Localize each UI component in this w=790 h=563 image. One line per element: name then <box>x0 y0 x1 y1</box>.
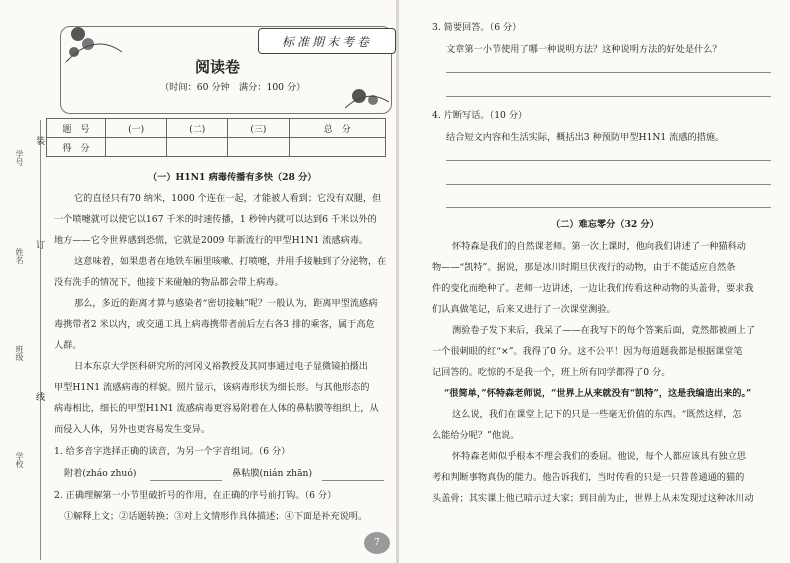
section-heading: （二）难忘零分（32 分） <box>551 219 659 230</box>
answer-blank[interactable] <box>150 480 222 481</box>
table-cell: (三) <box>228 119 289 138</box>
passage-line: “很简单，”怀特森老师说，“世界上从来就没有“凯特”，这是我编造出来的。” <box>444 388 752 399</box>
question-1: 1. 给多音字选择正确的读音，为另一个字音组词。（6 分） <box>54 446 291 457</box>
passage-line: 么能给分呢？”他说。 <box>432 430 520 441</box>
section-heading: （一）H1N1 病毒传播有多快（28 分） <box>148 172 317 183</box>
binding-line <box>40 120 41 560</box>
student-name-label: 姓名 <box>15 248 24 264</box>
answer-line[interactable] <box>446 72 771 73</box>
passage-line: 人群。 <box>54 340 82 351</box>
table-row <box>47 138 386 157</box>
table-cell[interactable] <box>106 138 167 157</box>
table-row <box>47 119 386 138</box>
binding-mark: 线 <box>36 392 46 403</box>
question-1-item-a: 附着(zháo zhuó) <box>64 468 137 479</box>
class-label: 班级 <box>15 345 24 361</box>
passage-line: 地方——它令世界感到恐慌，它就是2009 年新流行的甲型H1N1 流感病毒。 <box>54 235 369 246</box>
question-3-text: 文章第一小节使用了哪一种说明方法？这种说明方法的好处是什么？ <box>446 44 722 55</box>
passage-line: 毒携带者2 米以内，或交通工具上病毒携带者前后左右各3 排的乘客，属于高危 <box>54 319 375 330</box>
score-table <box>46 118 386 157</box>
answer-line[interactable] <box>446 96 771 97</box>
passage-line: 们认真做笔记，后来又进行了一次课堂测验。 <box>432 304 616 315</box>
passage-line: 物——“凯特”。据说，那是冰川时期旦伏夜行的动物，由于不能适应自然条 <box>432 262 736 273</box>
passage-line: 而侵入人体，另外也更容易发生变异。 <box>54 424 211 435</box>
question-4-text: 结合短文内容和生活实际，概括出3 种预防甲型H1N1 流感的措施。 <box>446 132 725 143</box>
question-1-item-b: 鼻粘膜(nián zhān) <box>232 468 313 479</box>
passage-line: 记回答的。吃惊的不是我一个，班上所有同学都得了0 分。 <box>432 367 671 378</box>
page-number: 7 <box>364 532 390 554</box>
student-id-label: 学号 <box>15 150 24 166</box>
passage-line: 没有洗手的情况下，他接下来碰触的物品都会带上病毒。 <box>54 277 284 288</box>
table-cell: (一) <box>106 119 167 138</box>
passage-line: 甲型H1N1 流感病毒的样貌。照片显示，该病毒形状为细长形。与其他形态的 <box>54 382 370 393</box>
table-cell: 总 分 <box>289 119 385 138</box>
table-cell[interactable] <box>289 138 385 157</box>
binding-mark: 订 <box>36 240 46 251</box>
table-cell: (二) <box>167 119 228 138</box>
question-2: 2. 正确理解第一小节里破折号的作用，在正确的序号前打钩。（6 分） <box>54 490 337 501</box>
question-4: 4. 片断写话。（10 分） <box>432 110 528 121</box>
flower-decoration-icon <box>64 22 124 68</box>
flower-decoration-icon <box>345 82 389 112</box>
passage-line: 那么，多近的距离才算与感染者“密切接触”呢？一般认为，距离甲型流感病 <box>74 298 378 309</box>
table-cell[interactable] <box>228 138 289 157</box>
table-cell[interactable] <box>167 138 228 157</box>
passage-line: 日本东京大学医科研究所的河冈义裕教授及其同事通过电子显微镜拍摄出 <box>74 361 368 372</box>
passage-line: 它的直径只有70 纳米，1000 个连在一起，才能被人看到；它没有双腿，但 <box>74 193 382 204</box>
page-title: 阅读卷 <box>195 58 241 76</box>
exam-banner: 标准期末考卷 <box>258 28 396 54</box>
passage-line: 一个喷嚏就可以使它以167 千米的时速传播，1 秒钟内就可以达到6 千米以外的 <box>54 214 377 225</box>
answer-line[interactable] <box>446 184 771 185</box>
table-cell: 题 号 <box>47 119 106 138</box>
answer-line[interactable] <box>446 160 771 161</box>
passage-line: 测验卷子发下来后，我呆了——在我写下的每个答案后面，竟然都被画上了 <box>452 325 756 336</box>
passage-line: 这么说，我们在课堂上记下的只是一些毫无价值的东西。“既然这样，怎 <box>452 409 742 420</box>
passage-line: 怀特森是我们的自然课老师。第一次上课时，他向我们讲述了一种猫科动 <box>452 241 746 252</box>
table-cell: 得 分 <box>47 138 106 157</box>
passage-line: 考和判断事物真伪的能力。他告诉我们，当时传看的只是一只普普通通的猫的 <box>432 472 745 483</box>
question-3: 3. 简要回答。（6 分） <box>432 22 522 33</box>
exam-time-info: （时间：60 分钟 满分：100 分） <box>160 82 306 93</box>
answer-blank[interactable] <box>322 480 384 481</box>
answer-line[interactable] <box>446 207 771 208</box>
passage-line: 病毒相比，细长的甲型H1N1 流感病毒更容易附着在人体的鼻粘膜等组织上，从 <box>54 403 379 414</box>
passage-line: 件的变化而绝种了。老师一边讲述，一边让我们传看这种动物的头盖骨，要求我 <box>432 283 754 294</box>
passage-line: 这意味着，如果患者在地铁车厢里咳嗽、打喷嚏，并用手接触到了分泌物，在 <box>74 256 387 267</box>
school-label: 学校 <box>15 452 24 468</box>
passage-line: 一个很刺眼的红“×”。我得了0 分。这不公平！因为每道题我都是根据课堂笔 <box>432 346 743 357</box>
binding-mark: 装 <box>36 136 46 147</box>
right-page <box>399 0 790 563</box>
passage-line: 头盖骨；其实课上他已暗示过大家；到目前为止，世界上从未发现过这种冰川动 <box>432 493 754 504</box>
question-2-options: ①解释上文；②话题转换；③对上文情形作具体描述；④下面是补充说明。 <box>64 511 368 522</box>
passage-line: 怀特森老师似乎根本不理会我们的委屈。他说，每个人都应该具有独立思 <box>452 451 746 462</box>
